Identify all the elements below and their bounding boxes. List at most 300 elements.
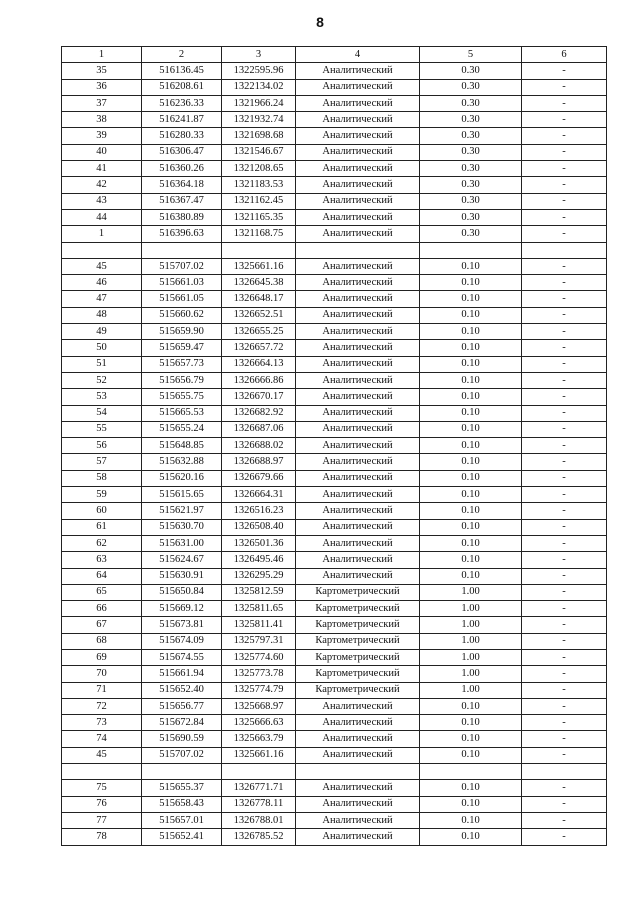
- point-number-cell: 70: [62, 666, 142, 682]
- method-cell: Аналитический: [296, 356, 420, 372]
- point-number-cell: 76: [62, 796, 142, 812]
- x-coordinate-cell: [142, 242, 222, 258]
- table-row: [62, 682, 607, 698]
- table-row: [62, 324, 607, 340]
- table-row: [62, 291, 607, 307]
- point-number-cell: 35: [62, 63, 142, 79]
- table-row: [62, 226, 607, 242]
- table-row: [62, 405, 607, 421]
- accuracy-cell: 0.10: [420, 340, 522, 356]
- x-coordinate-cell: 515672.84: [142, 715, 222, 731]
- x-coordinate-cell: 516241.87: [142, 112, 222, 128]
- note-cell: -: [522, 829, 607, 845]
- table-row: [62, 796, 607, 812]
- x-coordinate-cell: 515621.97: [142, 503, 222, 519]
- note-cell: -: [522, 698, 607, 714]
- x-coordinate-cell: 516236.33: [142, 95, 222, 111]
- method-cell: Аналитический: [296, 128, 420, 144]
- accuracy-cell: 0.10: [420, 812, 522, 828]
- note-cell: -: [522, 63, 607, 79]
- x-coordinate-cell: 515707.02: [142, 258, 222, 274]
- table-row: [62, 63, 607, 79]
- method-cell: Картометрический: [296, 666, 420, 682]
- coordinates-table: [61, 46, 607, 846]
- point-number-cell: 73: [62, 715, 142, 731]
- note-cell: -: [522, 519, 607, 535]
- point-number-cell: 75: [62, 780, 142, 796]
- accuracy-cell: 0.10: [420, 503, 522, 519]
- column-header: 3: [222, 47, 296, 63]
- accuracy-cell: 0.10: [420, 796, 522, 812]
- point-number-cell: 54: [62, 405, 142, 421]
- x-coordinate-cell: 516396.63: [142, 226, 222, 242]
- y-coordinate-cell: 1326688.97: [222, 454, 296, 470]
- table-row: [62, 258, 607, 274]
- accuracy-cell: 0.10: [420, 405, 522, 421]
- x-coordinate-cell: 515659.90: [142, 324, 222, 340]
- y-coordinate-cell: 1325774.60: [222, 649, 296, 665]
- note-cell: -: [522, 405, 607, 421]
- y-coordinate-cell: 1326657.72: [222, 340, 296, 356]
- note-cell: -: [522, 503, 607, 519]
- point-number-cell: 66: [62, 601, 142, 617]
- accuracy-cell: 0.30: [420, 63, 522, 79]
- accuracy-cell: 0.30: [420, 112, 522, 128]
- method-cell: Аналитический: [296, 112, 420, 128]
- table-row: [62, 535, 607, 551]
- accuracy-cell: 1.00: [420, 584, 522, 600]
- method-cell: [296, 764, 420, 780]
- method-cell: Аналитический: [296, 307, 420, 323]
- y-coordinate-cell: 1326688.02: [222, 438, 296, 454]
- note-cell: -: [522, 161, 607, 177]
- table-row: [62, 584, 607, 600]
- note-cell: [522, 764, 607, 780]
- y-coordinate-cell: 1326778.11: [222, 796, 296, 812]
- note-cell: -: [522, 568, 607, 584]
- x-coordinate-cell: [142, 764, 222, 780]
- x-coordinate-cell: 516360.26: [142, 161, 222, 177]
- table-row: [62, 649, 607, 665]
- accuracy-cell: [420, 764, 522, 780]
- x-coordinate-cell: 515674.55: [142, 649, 222, 665]
- note-cell: -: [522, 454, 607, 470]
- accuracy-cell: 0.30: [420, 128, 522, 144]
- point-number-cell: 60: [62, 503, 142, 519]
- y-coordinate-cell: 1325661.16: [222, 747, 296, 763]
- x-coordinate-cell: 516136.45: [142, 63, 222, 79]
- x-coordinate-cell: 515707.02: [142, 747, 222, 763]
- y-coordinate-cell: 1325661.16: [222, 258, 296, 274]
- note-cell: -: [522, 324, 607, 340]
- method-cell: Аналитический: [296, 209, 420, 225]
- accuracy-cell: 0.10: [420, 356, 522, 372]
- accuracy-cell: 0.30: [420, 177, 522, 193]
- table-row: [62, 552, 607, 568]
- accuracy-cell: 0.10: [420, 715, 522, 731]
- y-coordinate-cell: 1326648.17: [222, 291, 296, 307]
- method-cell: Картометрический: [296, 584, 420, 600]
- table-row: [62, 193, 607, 209]
- accuracy-cell: 0.30: [420, 79, 522, 95]
- x-coordinate-cell: 516364.18: [142, 177, 222, 193]
- note-cell: -: [522, 649, 607, 665]
- accuracy-cell: 0.10: [420, 389, 522, 405]
- point-number-cell: 38: [62, 112, 142, 128]
- page-number: 8: [316, 14, 324, 30]
- table-body: [62, 63, 607, 845]
- note-cell: -: [522, 715, 607, 731]
- point-number-cell: 68: [62, 633, 142, 649]
- y-coordinate-cell: 1326655.25: [222, 324, 296, 340]
- x-coordinate-cell: 515631.00: [142, 535, 222, 551]
- table-row: [62, 128, 607, 144]
- method-cell: Аналитический: [296, 389, 420, 405]
- accuracy-cell: 1.00: [420, 617, 522, 633]
- x-coordinate-cell: 515655.75: [142, 389, 222, 405]
- x-coordinate-cell: 515660.62: [142, 307, 222, 323]
- x-coordinate-cell: 515657.01: [142, 812, 222, 828]
- point-number-cell: 48: [62, 307, 142, 323]
- y-coordinate-cell: 1322595.96: [222, 63, 296, 79]
- point-number-cell: 42: [62, 177, 142, 193]
- column-header: 5: [420, 47, 522, 63]
- method-cell: Аналитический: [296, 829, 420, 845]
- table-row: [62, 112, 607, 128]
- y-coordinate-cell: 1325668.97: [222, 698, 296, 714]
- point-number-cell: 71: [62, 682, 142, 698]
- table-row: [62, 780, 607, 796]
- point-number-cell: 57: [62, 454, 142, 470]
- method-cell: Аналитический: [296, 519, 420, 535]
- point-number-cell: 46: [62, 275, 142, 291]
- accuracy-cell: 0.10: [420, 731, 522, 747]
- point-number-cell: 41: [62, 161, 142, 177]
- note-cell: -: [522, 796, 607, 812]
- note-cell: -: [522, 731, 607, 747]
- table-row: [62, 421, 607, 437]
- y-coordinate-cell: 1322134.02: [222, 79, 296, 95]
- point-number-cell: 61: [62, 519, 142, 535]
- point-number-cell: 37: [62, 95, 142, 111]
- accuracy-cell: 0.10: [420, 487, 522, 503]
- table-row: [62, 617, 607, 633]
- x-coordinate-cell: 515630.91: [142, 568, 222, 584]
- y-coordinate-cell: 1326295.29: [222, 568, 296, 584]
- accuracy-cell: 0.10: [420, 829, 522, 845]
- method-cell: Аналитический: [296, 258, 420, 274]
- point-number-cell: 56: [62, 438, 142, 454]
- note-cell: -: [522, 747, 607, 763]
- point-number-cell: 65: [62, 584, 142, 600]
- point-number-cell: 50: [62, 340, 142, 356]
- method-cell: Аналитический: [296, 421, 420, 437]
- note-cell: -: [522, 226, 607, 242]
- y-coordinate-cell: 1321698.68: [222, 128, 296, 144]
- x-coordinate-cell: 515652.41: [142, 829, 222, 845]
- accuracy-cell: 0.10: [420, 324, 522, 340]
- method-cell: Аналитический: [296, 454, 420, 470]
- note-cell: -: [522, 95, 607, 111]
- point-number-cell: 49: [62, 324, 142, 340]
- point-number-cell: 45: [62, 747, 142, 763]
- point-number-cell: 51: [62, 356, 142, 372]
- y-coordinate-cell: 1326645.38: [222, 275, 296, 291]
- y-coordinate-cell: 1326501.36: [222, 535, 296, 551]
- accuracy-cell: 0.30: [420, 226, 522, 242]
- x-coordinate-cell: 515669.12: [142, 601, 222, 617]
- x-coordinate-cell: 515650.84: [142, 584, 222, 600]
- point-number-cell: 1: [62, 226, 142, 242]
- point-number-cell: 72: [62, 698, 142, 714]
- note-cell: -: [522, 633, 607, 649]
- x-coordinate-cell: 515656.77: [142, 698, 222, 714]
- y-coordinate-cell: 1321168.75: [222, 226, 296, 242]
- y-coordinate-cell: 1326771.71: [222, 780, 296, 796]
- column-header: 2: [142, 47, 222, 63]
- point-number-cell: 47: [62, 291, 142, 307]
- accuracy-cell: 0.10: [420, 519, 522, 535]
- y-coordinate-cell: 1326682.92: [222, 405, 296, 421]
- accuracy-cell: 0.30: [420, 209, 522, 225]
- method-cell: Картометрический: [296, 633, 420, 649]
- table-row: [62, 829, 607, 845]
- y-coordinate-cell: 1326508.40: [222, 519, 296, 535]
- accuracy-cell: 0.10: [420, 307, 522, 323]
- y-coordinate-cell: 1326785.52: [222, 829, 296, 845]
- method-cell: Аналитический: [296, 324, 420, 340]
- table-row: [62, 389, 607, 405]
- table-row: [62, 568, 607, 584]
- point-number-cell: 59: [62, 487, 142, 503]
- table-row: [62, 275, 607, 291]
- method-cell: Картометрический: [296, 682, 420, 698]
- x-coordinate-cell: 515690.59: [142, 731, 222, 747]
- table-row: [62, 812, 607, 828]
- x-coordinate-cell: 515648.85: [142, 438, 222, 454]
- y-coordinate-cell: 1326687.06: [222, 421, 296, 437]
- table-row: [62, 503, 607, 519]
- y-coordinate-cell: 1325812.59: [222, 584, 296, 600]
- point-number-cell: 39: [62, 128, 142, 144]
- note-cell: -: [522, 438, 607, 454]
- accuracy-cell: 1.00: [420, 601, 522, 617]
- y-coordinate-cell: 1321162.45: [222, 193, 296, 209]
- x-coordinate-cell: 515661.03: [142, 275, 222, 291]
- table-row: [62, 438, 607, 454]
- note-cell: -: [522, 356, 607, 372]
- accuracy-cell: 1.00: [420, 649, 522, 665]
- x-coordinate-cell: 515652.40: [142, 682, 222, 698]
- note-cell: -: [522, 535, 607, 551]
- y-coordinate-cell: 1325797.31: [222, 633, 296, 649]
- x-coordinate-cell: 515661.05: [142, 291, 222, 307]
- note-cell: -: [522, 275, 607, 291]
- x-coordinate-cell: 515615.65: [142, 487, 222, 503]
- method-cell: Картометрический: [296, 601, 420, 617]
- y-coordinate-cell: 1326652.51: [222, 307, 296, 323]
- note-cell: -: [522, 209, 607, 225]
- method-cell: Аналитический: [296, 291, 420, 307]
- note-cell: -: [522, 487, 607, 503]
- note-cell: -: [522, 389, 607, 405]
- accuracy-cell: 0.10: [420, 372, 522, 388]
- note-cell: [522, 242, 607, 258]
- x-coordinate-cell: 516280.33: [142, 128, 222, 144]
- point-number-cell: 44: [62, 209, 142, 225]
- y-coordinate-cell: 1321932.74: [222, 112, 296, 128]
- y-coordinate-cell: 1325666.63: [222, 715, 296, 731]
- accuracy-cell: 0.30: [420, 95, 522, 111]
- y-coordinate-cell: 1325663.79: [222, 731, 296, 747]
- column-header: 6: [522, 47, 607, 63]
- column-header: 1: [62, 47, 142, 63]
- method-cell: Аналитический: [296, 226, 420, 242]
- table-row: [62, 161, 607, 177]
- note-cell: -: [522, 421, 607, 437]
- y-coordinate-cell: 1326495.46: [222, 552, 296, 568]
- x-coordinate-cell: 515658.43: [142, 796, 222, 812]
- column-header: 4: [296, 47, 420, 63]
- point-number-cell: 43: [62, 193, 142, 209]
- point-number-cell: 53: [62, 389, 142, 405]
- method-cell: Аналитический: [296, 144, 420, 160]
- note-cell: -: [522, 552, 607, 568]
- table-row: [62, 764, 607, 780]
- method-cell: Аналитический: [296, 568, 420, 584]
- method-cell: Аналитический: [296, 193, 420, 209]
- method-cell: Аналитический: [296, 79, 420, 95]
- y-coordinate-cell: 1321165.35: [222, 209, 296, 225]
- method-cell: [296, 242, 420, 258]
- x-coordinate-cell: 515673.81: [142, 617, 222, 633]
- x-coordinate-cell: 516367.47: [142, 193, 222, 209]
- method-cell: Аналитический: [296, 275, 420, 291]
- y-coordinate-cell: 1325811.41: [222, 617, 296, 633]
- method-cell: Аналитический: [296, 470, 420, 486]
- x-coordinate-cell: 515661.94: [142, 666, 222, 682]
- point-number-cell: 67: [62, 617, 142, 633]
- table-row: [62, 79, 607, 95]
- x-coordinate-cell: 515674.09: [142, 633, 222, 649]
- table-row: [62, 601, 607, 617]
- point-number-cell: [62, 242, 142, 258]
- accuracy-cell: 0.30: [420, 161, 522, 177]
- accuracy-cell: 0.10: [420, 291, 522, 307]
- accuracy-cell: 0.10: [420, 470, 522, 486]
- y-coordinate-cell: 1326664.13: [222, 356, 296, 372]
- y-coordinate-cell: 1325811.65: [222, 601, 296, 617]
- y-coordinate-cell: 1325773.78: [222, 666, 296, 682]
- y-coordinate-cell: 1321966.24: [222, 95, 296, 111]
- method-cell: Аналитический: [296, 535, 420, 551]
- point-number-cell: 40: [62, 144, 142, 160]
- accuracy-cell: [420, 242, 522, 258]
- y-coordinate-cell: 1325774.79: [222, 682, 296, 698]
- method-cell: Аналитический: [296, 796, 420, 812]
- y-coordinate-cell: [222, 764, 296, 780]
- accuracy-cell: 1.00: [420, 666, 522, 682]
- table-row: [62, 715, 607, 731]
- table-row: [62, 356, 607, 372]
- point-number-cell: 55: [62, 421, 142, 437]
- method-cell: Аналитический: [296, 552, 420, 568]
- y-coordinate-cell: 1321546.67: [222, 144, 296, 160]
- note-cell: -: [522, 584, 607, 600]
- note-cell: -: [522, 258, 607, 274]
- method-cell: Аналитический: [296, 715, 420, 731]
- y-coordinate-cell: 1326664.31: [222, 487, 296, 503]
- y-coordinate-cell: 1326788.01: [222, 812, 296, 828]
- accuracy-cell: 0.30: [420, 193, 522, 209]
- accuracy-cell: 0.10: [420, 780, 522, 796]
- accuracy-cell: 0.10: [420, 275, 522, 291]
- table-row: [62, 144, 607, 160]
- note-cell: -: [522, 601, 607, 617]
- accuracy-cell: 1.00: [420, 633, 522, 649]
- method-cell: Аналитический: [296, 63, 420, 79]
- note-cell: -: [522, 291, 607, 307]
- y-coordinate-cell: 1321208.65: [222, 161, 296, 177]
- table-row: [62, 487, 607, 503]
- point-number-cell: 58: [62, 470, 142, 486]
- table-row: [62, 209, 607, 225]
- note-cell: -: [522, 112, 607, 128]
- note-cell: -: [522, 470, 607, 486]
- accuracy-cell: 0.10: [420, 698, 522, 714]
- method-cell: Аналитический: [296, 438, 420, 454]
- y-coordinate-cell: 1321183.53: [222, 177, 296, 193]
- x-coordinate-cell: 515655.24: [142, 421, 222, 437]
- x-coordinate-cell: 515620.16: [142, 470, 222, 486]
- accuracy-cell: 0.10: [420, 552, 522, 568]
- table-row: [62, 519, 607, 535]
- note-cell: -: [522, 144, 607, 160]
- table-row: [62, 698, 607, 714]
- y-coordinate-cell: 1326679.66: [222, 470, 296, 486]
- method-cell: Аналитический: [296, 487, 420, 503]
- accuracy-cell: 0.10: [420, 258, 522, 274]
- point-number-cell: 63: [62, 552, 142, 568]
- note-cell: -: [522, 666, 607, 682]
- accuracy-cell: 0.10: [420, 747, 522, 763]
- method-cell: Аналитический: [296, 747, 420, 763]
- method-cell: Аналитический: [296, 95, 420, 111]
- note-cell: -: [522, 193, 607, 209]
- point-number-cell: 52: [62, 372, 142, 388]
- point-number-cell: 45: [62, 258, 142, 274]
- y-coordinate-cell: 1326666.86: [222, 372, 296, 388]
- y-coordinate-cell: 1326670.17: [222, 389, 296, 405]
- method-cell: Аналитический: [296, 340, 420, 356]
- note-cell: -: [522, 780, 607, 796]
- table-row: [62, 242, 607, 258]
- note-cell: -: [522, 682, 607, 698]
- x-coordinate-cell: 515632.88: [142, 454, 222, 470]
- method-cell: Аналитический: [296, 161, 420, 177]
- note-cell: -: [522, 812, 607, 828]
- note-cell: -: [522, 340, 607, 356]
- x-coordinate-cell: 515655.37: [142, 780, 222, 796]
- note-cell: -: [522, 372, 607, 388]
- table-row: [62, 470, 607, 486]
- y-coordinate-cell: [222, 242, 296, 258]
- note-cell: -: [522, 617, 607, 633]
- table-row: [62, 666, 607, 682]
- x-coordinate-cell: 516380.89: [142, 209, 222, 225]
- method-cell: Аналитический: [296, 503, 420, 519]
- point-number-cell: 77: [62, 812, 142, 828]
